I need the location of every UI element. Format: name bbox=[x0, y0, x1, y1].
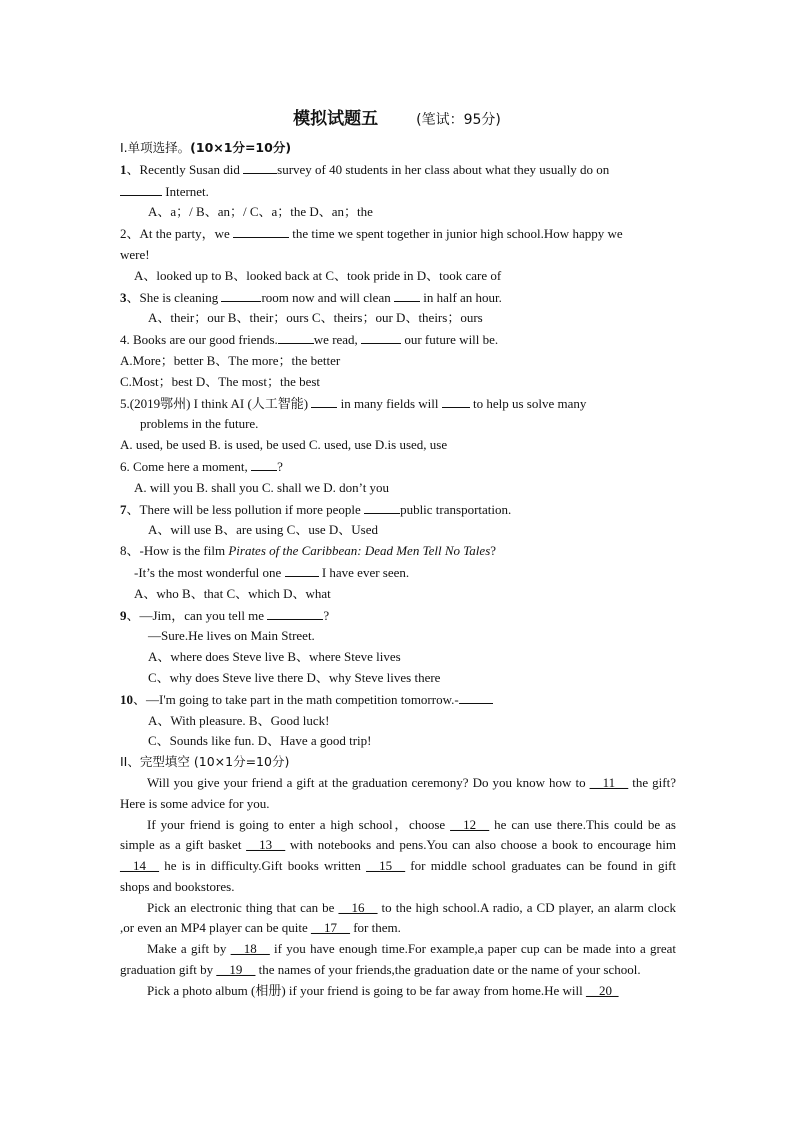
question-8: 8、-How is the film Pirates of the Caribbean: Dead Men Tell No Tales? bbox=[120, 543, 497, 559]
question-9-options-2: C、why does Steve live there D、why Steve lives there bbox=[148, 669, 441, 685]
question-8-cont: -It’s the most wonderful one I have ever seen. bbox=[120, 562, 676, 584]
question-9: 9、—Jim，can you tell me ? bbox=[120, 605, 676, 627]
question-10-options-1: A、With pleasure. B、Good luck! bbox=[148, 712, 330, 728]
cloze-paragraph-2: If your friend is going to enter a high school，choose __12__ he can use there.This could be as simple as a gift basket __13__ with notebooks and pens.You can also choose a book to encourage him __14__ he is in difficulty.Gift books written __15__ for middle school graduates can be found in gift shops and bookstores. bbox=[120, 816, 676, 894]
question-7: 7、There will be less pollution if more people public transportation. bbox=[120, 499, 676, 521]
blank bbox=[221, 287, 261, 302]
cloze-blank-18: __18__ bbox=[230, 941, 270, 957]
blank bbox=[278, 329, 314, 344]
question-2-cont: were! bbox=[120, 246, 150, 262]
blank bbox=[311, 393, 337, 408]
question-7-options: A、will use B、are using C、use D、Used bbox=[148, 522, 379, 538]
blank bbox=[442, 393, 470, 408]
cloze-blank-12: __12__ bbox=[450, 816, 490, 832]
blank bbox=[285, 562, 319, 577]
question-5: 5.(2019鄂州) I think AI (人工智能) in many fields will to help us solve many bbox=[120, 393, 676, 415]
section2-heading: II、完型填空 (10×1分=10分) bbox=[120, 754, 290, 770]
blank bbox=[243, 159, 277, 174]
question-1-options: A、a；/ B、an；/ C、a；the D、an；the bbox=[148, 204, 373, 220]
question-1-cont: Internet. bbox=[120, 181, 676, 203]
cloze-blank-14: __14__ bbox=[120, 858, 159, 874]
blank bbox=[120, 181, 162, 196]
blank bbox=[233, 223, 289, 238]
question-5-options: A. used, be used B. is used, be used C. used, use D.is used, use bbox=[120, 437, 448, 453]
cloze-blank-11: __11__ bbox=[589, 774, 629, 790]
blank bbox=[364, 499, 400, 514]
blank bbox=[267, 605, 323, 620]
question-4-options-1: A.More；better B、The more；the better bbox=[120, 352, 341, 368]
cloze-blank-17: __17__ bbox=[310, 920, 350, 936]
cloze-blank-16: __16__ bbox=[338, 899, 378, 915]
cloze-paragraph-3: Pick an electronic thing that can be __16__ to the high school.A radio, a CD player, an alarm clock ,or even an MP4 player can be quite __17__ for them. bbox=[120, 899, 677, 936]
question-2-options: A、looked up to B、looked back at C、took pride in D、took care of bbox=[134, 267, 502, 283]
question-1: 1、Recently Susan did survey of 40 students in her class about what they usually do on bbox=[120, 159, 676, 181]
cloze-blank-20: __20_ bbox=[586, 982, 619, 998]
question-3: 3、She is cleaning room now and will clean in half an hour. bbox=[120, 287, 676, 309]
title-sub: (笔试：95分) bbox=[416, 112, 501, 128]
question-2: 2、At the party，we the time we spent together in junior high school.How happy we bbox=[120, 223, 676, 245]
question-5-cont: problems in the future. bbox=[140, 416, 259, 432]
title-main: 模拟试题五 bbox=[293, 109, 379, 129]
section1-heading: I.单项选择。(10×1分=10分) bbox=[120, 140, 292, 155]
film-title: Pirates of the Caribbean: Dead Men Tell No Tales bbox=[228, 543, 491, 559]
question-6-options: A. will you B. shall you C. shall we D. don’t you bbox=[134, 479, 390, 495]
blank bbox=[459, 689, 493, 704]
question-10-options-2: C、Sounds like fun. D、Have a good trip! bbox=[148, 733, 372, 749]
blank bbox=[251, 456, 277, 471]
cloze-blank-15: __15__ bbox=[366, 858, 406, 874]
question-9-cont: —Sure.He lives on Main Street. bbox=[148, 628, 315, 644]
question-4-options-2: C.Most；best D、The most；the best bbox=[120, 373, 321, 389]
exam-content bbox=[120, 138, 676, 1002]
question-3-options: A、their；our B、their；ours C、theirs；our D、theirs；ours bbox=[148, 310, 483, 326]
question-10: 10、—I'm going to take part in the math competition tomorrow.- bbox=[120, 689, 676, 711]
cloze-paragraph-1: Will you give your friend a gift at the graduation ceremony? Do you know how to __11__ the gift? Here is some advice for you. bbox=[120, 774, 677, 811]
cloze-paragraph-4: Make a gift by __18__ if you have enough time.For example,a paper cup can be made into a great graduation gift by __19__ the names of your friends,the graduation date or the name of your school. bbox=[120, 941, 677, 978]
blank bbox=[394, 287, 420, 302]
blank bbox=[361, 329, 401, 344]
question-9-options-1: A、where does Steve live B、where Steve lives bbox=[148, 649, 401, 665]
cloze-blank-13: __13__ bbox=[246, 837, 286, 853]
cloze-paragraph-5: Pick a photo album (相册) if your friend is going to be far away from home.He will __20_ bbox=[147, 982, 619, 998]
question-4: 4. Books are our good friends. we read, our future will be. bbox=[120, 329, 676, 351]
page-title bbox=[0, 104, 794, 129]
question-6: 6. Come here a moment, ? bbox=[120, 456, 676, 478]
question-8-options: A、who B、that C、which D、what bbox=[134, 585, 331, 601]
cloze-blank-19: __19__ bbox=[216, 962, 256, 978]
